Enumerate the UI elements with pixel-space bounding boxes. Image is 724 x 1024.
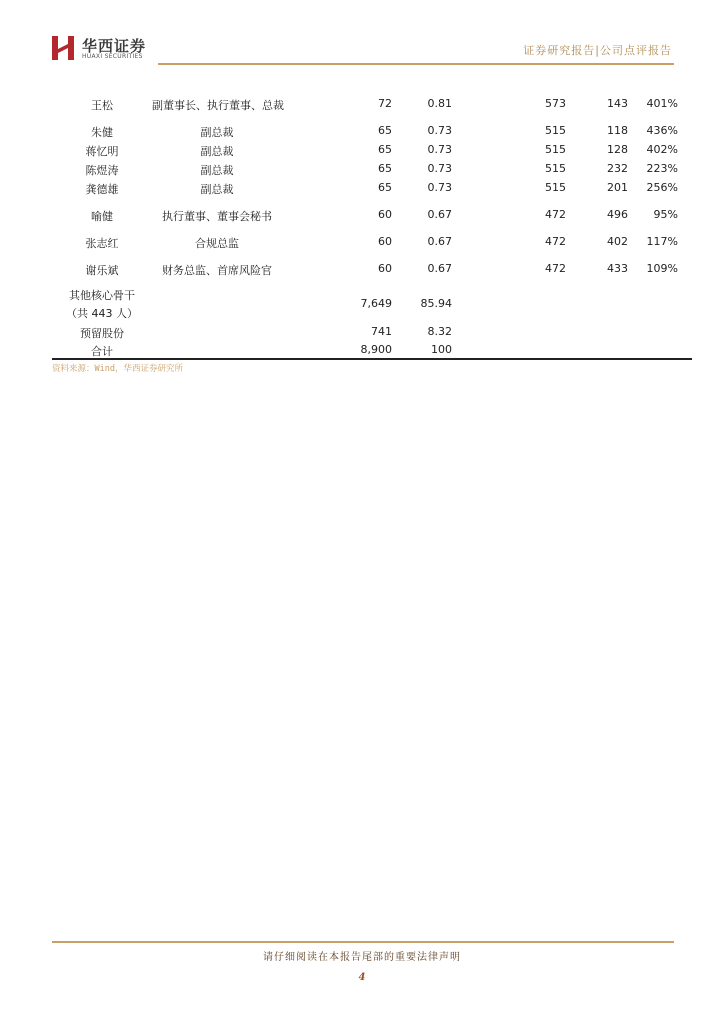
value-cell-2: 496	[607, 208, 628, 221]
ratio-cell: 8.32	[427, 325, 452, 338]
name-cell: 龚德雄	[85, 183, 119, 196]
name-cell: 合计	[91, 345, 113, 358]
name-cell: 张志红	[85, 237, 119, 250]
shares-cell: 60	[378, 262, 392, 275]
ratio-cell: 0.67	[427, 235, 452, 248]
shares-cell: 60	[378, 208, 392, 221]
page-number: 4	[358, 972, 366, 983]
name-cell: 陈煜涛	[85, 164, 119, 177]
ratio-cell: 0.73	[427, 143, 452, 156]
value-cell-1: 515	[545, 162, 566, 175]
value-cell-2: 118	[607, 124, 628, 137]
shares-cell: 65	[378, 143, 392, 156]
value-cell-2: 128	[607, 143, 628, 156]
position-cell: 副总裁	[200, 145, 234, 158]
value-cell-3: 256%	[646, 181, 678, 194]
value-cell-1: 573	[545, 97, 566, 110]
header-divider	[158, 63, 674, 65]
value-cell-3: 109%	[646, 262, 678, 275]
position-cell: 合规总监	[195, 237, 239, 250]
ratio-cell: 0.73	[427, 181, 452, 194]
value-cell-3: 95%	[653, 208, 678, 221]
ratio-cell: 100	[431, 343, 452, 356]
value-cell-3: 401%	[646, 97, 678, 110]
ratio-cell: 0.73	[427, 162, 452, 175]
shares-cell: 741	[371, 325, 392, 338]
shares-cell: 65	[378, 162, 392, 175]
value-cell-1: 472	[545, 235, 566, 248]
legal-disclaimer-note: 请仔细阅读在本报告尾部的重要法律声明	[263, 952, 461, 963]
position-cell: 副总裁	[200, 164, 234, 177]
value-cell-3: 223%	[646, 162, 678, 175]
page-header	[0, 0, 724, 70]
value-cell-1: 472	[545, 262, 566, 275]
ratio-cell: 0.67	[427, 262, 452, 275]
value-cell-2: 232	[607, 162, 628, 175]
position-cell: 副总裁	[200, 126, 234, 139]
value-cell-3: 436%	[646, 124, 678, 137]
value-cell-3: 117%	[646, 235, 678, 248]
name-cell: 预留股份	[80, 327, 124, 340]
shares-cell: 65	[378, 181, 392, 194]
position-cell: 副董事长、执行董事、总裁	[152, 99, 284, 112]
value-cell-2: 201	[607, 181, 628, 194]
report-type-label: 证券研究报告|公司点评报告	[523, 44, 672, 57]
name-cell: 谢乐斌	[85, 264, 119, 277]
position-cell: 执行董事、董事会秘书	[162, 210, 272, 223]
value-cell-1: 515	[545, 181, 566, 194]
value-cell-3: 402%	[646, 143, 678, 156]
logo-english-name: HUAXI SECURITIES	[82, 53, 143, 60]
table-bottom-border	[52, 358, 692, 360]
ratio-cell: 85.94	[420, 297, 452, 310]
position-cell: 财务总监、首席风险官	[162, 264, 272, 277]
name-cell-line2: （共 443 人）	[66, 307, 138, 320]
shares-cell: 7,649	[360, 297, 392, 310]
logo-chinese-name: 华西证券	[82, 37, 147, 55]
name-cell: 蒋忆明	[85, 145, 119, 158]
value-cell-1: 472	[545, 208, 566, 221]
value-cell-2: 433	[607, 262, 628, 275]
name-cell: 王松	[91, 99, 113, 112]
value-cell-1: 515	[545, 124, 566, 137]
footer-divider	[52, 941, 674, 943]
shares-cell: 60	[378, 235, 392, 248]
value-cell-2: 143	[607, 97, 628, 110]
value-cell-2: 402	[607, 235, 628, 248]
value-cell-1: 515	[545, 143, 566, 156]
shares-cell: 65	[378, 124, 392, 137]
name-cell: 朱健	[91, 126, 113, 139]
shares-cell: 72	[378, 97, 392, 110]
name-cell: 喻健	[91, 210, 113, 223]
position-cell: 副总裁	[200, 183, 234, 196]
name-cell-line1: 其他核心骨干	[69, 289, 135, 302]
huaxi-logo-icon	[52, 36, 74, 60]
ratio-cell: 0.73	[427, 124, 452, 137]
data-source-note: 资料来源：Wind，华西证券研究所	[52, 364, 183, 374]
shares-cell: 8,900	[360, 343, 392, 356]
ratio-cell: 0.67	[427, 208, 452, 221]
ratio-cell: 0.81	[427, 97, 452, 110]
